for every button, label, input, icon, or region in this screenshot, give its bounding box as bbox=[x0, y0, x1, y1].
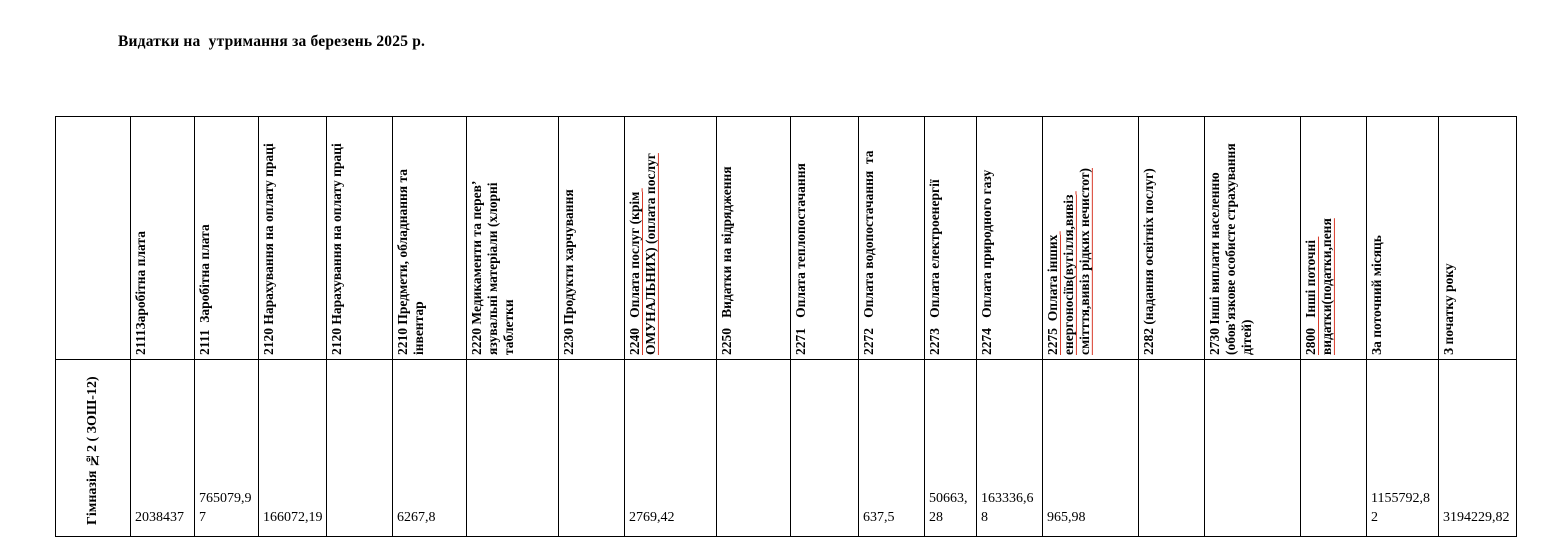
cell-value: 965,98 bbox=[1047, 510, 1086, 526]
header-cell-2111a bbox=[131, 117, 195, 360]
header-cell-2230 bbox=[559, 117, 625, 360]
table-row bbox=[56, 360, 1517, 537]
cell-2120b bbox=[327, 360, 393, 537]
cell-2240 bbox=[625, 360, 717, 537]
cell-2111a bbox=[131, 360, 195, 537]
cell-value: 765079,97 bbox=[199, 491, 252, 526]
header-cell-2120a bbox=[259, 117, 327, 360]
cell-2274 bbox=[977, 360, 1043, 537]
header-label: З початку року bbox=[1441, 263, 1456, 355]
header-cell-2272 bbox=[859, 117, 925, 360]
cell-month-total bbox=[1367, 360, 1439, 537]
cell-value: 50663,28 bbox=[929, 491, 968, 526]
header-cell-2120b bbox=[327, 117, 393, 360]
row-label: Гімназія №2 ( ЗОШ-12) bbox=[84, 376, 100, 526]
cell-2282 bbox=[1139, 360, 1205, 537]
header-cell-2273 bbox=[925, 117, 977, 360]
cell-2275 bbox=[1043, 360, 1139, 537]
expenditures-table bbox=[55, 116, 1517, 537]
cell-value bbox=[1301, 528, 1366, 536]
cell-2271 bbox=[791, 360, 859, 537]
header-cell-2250 bbox=[717, 117, 791, 360]
cell-value: 166072,19 bbox=[263, 510, 323, 526]
cell-2272 bbox=[859, 360, 925, 537]
header-label: 2250 Видатки на відрядження bbox=[719, 166, 734, 355]
header-label: 2282 (надання освітніх послуг) bbox=[1141, 168, 1156, 355]
cell-value bbox=[1205, 528, 1300, 536]
header-cell-2271 bbox=[791, 117, 859, 360]
header-cell-2800 bbox=[1301, 117, 1367, 360]
cell-value: 637,5 bbox=[863, 510, 895, 526]
header-label: 2273 Оплата електроенергії bbox=[927, 179, 942, 355]
cell-2250 bbox=[717, 360, 791, 537]
header-label: 2111Заробітна плата bbox=[133, 231, 148, 355]
cell-value bbox=[717, 528, 790, 536]
header-label: 2271 Оплата теплопостачання bbox=[793, 163, 808, 355]
cell-value bbox=[1139, 528, 1204, 536]
header-label: 2272 Оплата водопостачання та bbox=[861, 150, 876, 355]
header-cell-corner bbox=[56, 117, 131, 360]
header-label: 2220 Медикаменти та перев’ язувальні матеріали (хлорні таблетки bbox=[469, 178, 516, 355]
header-cell-2282 bbox=[1139, 117, 1205, 360]
header-label: 2240 Оплата послуг (крім ОМУНАЛЬНИХ) (оплата послуг bbox=[627, 153, 658, 355]
cell-2210 bbox=[393, 360, 467, 537]
header-cell-2220 bbox=[467, 117, 559, 360]
cell-2273 bbox=[925, 360, 977, 537]
header-label: 2111 Заробітна плата bbox=[197, 224, 212, 355]
cell-value: 3194229,82 bbox=[1443, 510, 1510, 526]
header-label: За поточний місяць bbox=[1369, 235, 1384, 355]
header-label bbox=[56, 123, 61, 359]
cell-value bbox=[559, 528, 624, 536]
cell-value: 2038437 bbox=[135, 510, 184, 526]
header-label: 2274 Оплата природного газу bbox=[979, 169, 994, 355]
header-cell-year-total bbox=[1439, 117, 1517, 360]
cell-value bbox=[327, 528, 392, 536]
cell-value: 2769,42 bbox=[629, 510, 675, 526]
page-title: Видатки на утримання за березень 2025 р. bbox=[118, 33, 426, 50]
cell-value: 6267,8 bbox=[397, 510, 436, 526]
row-label-cell bbox=[56, 360, 131, 537]
header-cell-2210 bbox=[393, 117, 467, 360]
header-cell-2111b bbox=[195, 117, 259, 360]
cell-2220 bbox=[467, 360, 559, 537]
header-label: 2210 Предмети, обладнання та інвентар bbox=[395, 165, 426, 355]
header-label: 2120 Нарахування на оплату праці bbox=[329, 143, 344, 355]
header-cell-month-total bbox=[1367, 117, 1439, 360]
header-label: 2275 Оплата інших енергоносіїв(вугілля,вивіз смітття,вивіз рідких нечистот) bbox=[1045, 168, 1092, 355]
cell-value bbox=[467, 528, 558, 536]
cell-2730 bbox=[1205, 360, 1301, 537]
cell-value: 163336,68 bbox=[981, 491, 1034, 526]
header-label: 2730 Інші виплати населенню (обов'язкове особисте страхування дітей) bbox=[1207, 140, 1254, 355]
header-label: 2120 Нарахування на оплату праці bbox=[261, 143, 276, 355]
header-cell-2275 bbox=[1043, 117, 1139, 360]
cell-value bbox=[791, 528, 858, 536]
header-label: 2800 Інші поточні видатки(податки,пеня bbox=[1303, 218, 1334, 355]
cell-2230 bbox=[559, 360, 625, 537]
cell-2111b bbox=[195, 360, 259, 537]
header-cell-2240 bbox=[625, 117, 717, 360]
table-header-row bbox=[56, 117, 1517, 360]
header-cell-2730 bbox=[1205, 117, 1301, 360]
cell-value: 1155792,82 bbox=[1371, 491, 1430, 526]
cell-2800 bbox=[1301, 360, 1367, 537]
cell-2120a bbox=[259, 360, 327, 537]
header-label: 2230 Продукти харчування bbox=[561, 189, 576, 355]
cell-year-total bbox=[1439, 360, 1517, 537]
header-cell-2274 bbox=[977, 117, 1043, 360]
